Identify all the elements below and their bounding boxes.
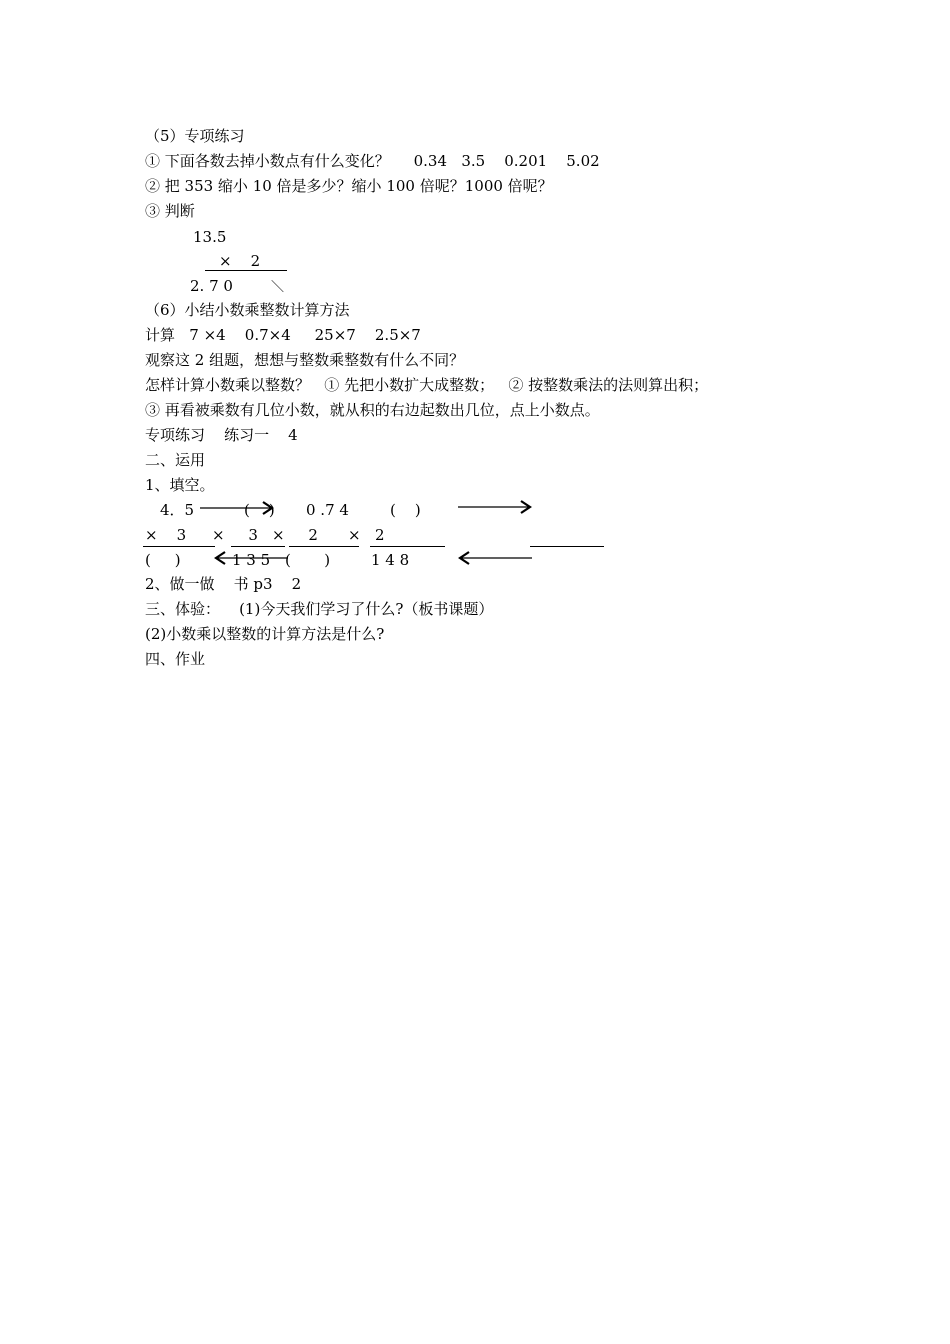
method-line-1: 怎样计算小数乘以整数？ ① 先把小数扩大成整数； ② 按整数乘法的法则算出积； — [145, 376, 709, 394]
judge-multiplier: × 2 — [219, 252, 261, 270]
exercise-3-heading: ③ 判断 — [145, 202, 195, 220]
fill-r2-a: × 3 — [145, 526, 187, 544]
observe-line: 观察这 2 组题，想想与整数乘整数有什么不同？ — [145, 351, 465, 369]
fill-rule-2 — [231, 546, 285, 547]
fill-r2-d: × — [348, 526, 361, 544]
fill-r1-b: ( ) — [244, 501, 275, 519]
fill-r3-b: 1 3 5 — [232, 551, 271, 569]
left-arrow-icon — [456, 550, 534, 566]
judge-mark: ＼ — [271, 280, 285, 295]
exercise-1-question: ① 下面各数去掉小数点有什么变化？ 0.34 3.5 0.201 5.02 — [145, 152, 600, 170]
fill-r2-c: × 2 — [272, 526, 318, 544]
judge-product: 2. 7 0 — [190, 277, 233, 295]
fill-r3-c: ( ) — [285, 551, 331, 569]
fill-r1-d: ( ) — [390, 501, 421, 519]
fill-rule-4 — [370, 546, 445, 547]
section-2-heading: 二、运用 — [145, 451, 206, 469]
practice-line: 专项练习 练习一 4 — [145, 426, 298, 444]
fill-r2-b: × 3 — [212, 526, 258, 544]
section-3-line: 三、体验： (1)今天我们学习了什么?（板书课题） — [145, 600, 494, 618]
fill-r1-a: 4．5 — [160, 501, 195, 519]
section-5-heading: （5）专项练习 — [145, 127, 245, 145]
left-arrow-icon — [212, 550, 290, 566]
do-it-line: 2、做一做 书 p3 2 — [145, 575, 302, 593]
section-4-heading: 四、作业 — [145, 650, 206, 668]
judge-multiplicand: 13.5 — [193, 228, 227, 246]
fill-r1-c: 0 .7 4 — [306, 501, 349, 519]
fill-rule-1 — [143, 546, 215, 547]
fill-blank-heading: 1、填空。 — [145, 476, 215, 494]
exercise-2-question: ② 把 353 缩小 10 倍是多少？缩小 100 倍呢？1000 倍呢？ — [145, 177, 553, 195]
fill-r3-a: ( ) — [145, 551, 181, 569]
fill-r3-d: 1 4 8 — [371, 551, 410, 569]
fill-r2-e: 2 — [375, 526, 385, 544]
right-arrow-icon — [200, 500, 276, 516]
right-arrow-icon — [458, 499, 534, 515]
question-2-line: (2)小数乘以整数的计算方法是什么? — [145, 625, 385, 643]
fill-rule-3 — [289, 546, 359, 547]
fill-rule-5 — [530, 546, 604, 547]
judge-rule — [205, 270, 287, 271]
calc-line: 计算 7 ×4 0.7×4 25×7 2.5×7 — [145, 326, 421, 344]
method-line-2: ③ 再看被乘数有几位小数，就从积的右边起数出几位，点上小数点。 — [145, 401, 600, 419]
section-6-heading: （6）小结小数乘整数计算方法 — [145, 301, 350, 319]
